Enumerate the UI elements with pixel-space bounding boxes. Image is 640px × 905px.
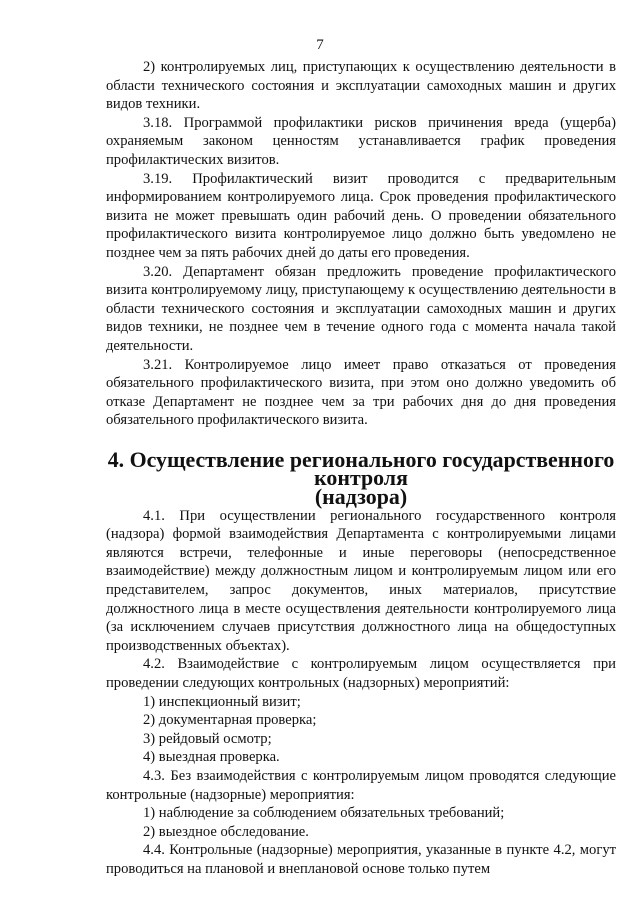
list-item: 2) выездное обследование. — [143, 823, 309, 840]
paragraph-3-18: 3.18. Программой профилактики рисков причинения вреда (ущерба) охраняемым законом ценностям устанавливается график проведения профилактических визитов. — [106, 114, 616, 168]
paragraph-3-17-item-2: 2) контролируемых лиц, приступающих к осуществлению деятельности в области технического состояния и эксплуатации самоходных машин и других видов техники. — [106, 59, 616, 113]
list-item: 1) наблюдение за соблюдением обязательных требований; — [143, 805, 505, 822]
paragraph-4-4: 4.4. Контрольные (надзорные) мероприятия, указанные в пункте 4.2, могут проводиться на плановой и внеплановой основе только путем — [106, 842, 616, 877]
paragraph-3-19: 3.19. Профилактический визит проводится с предварительным информированием контролируемого лица. Срок проведения профилактического визита не может превышать один рабочий день. О проведении обязательного профилактического визита контролируемое лицо должно быть уведомлено не позднее чем за пять рабочих дней до даты его проведения. — [106, 170, 616, 261]
list-item: 2) документарная проверка; — [143, 712, 317, 729]
paragraph-4-1: 4.1. При осуществлении регионального государственного контроля (надзора) формой взаимодействия Департамента с контролируемыми лицами являются встречи, телефонные и иные переговоры (непосредственное взаимодействие) между должностным лицом и контролируемым лицом или его представителем, запрос документов, иных материалов, присутствие должностного лица в месте осуществления деятельности контролируемого лица (за исключением случаев присутствия должностного лица на общедоступных производственных объектах). — [106, 507, 616, 654]
list-4-2 — [106, 693, 616, 767]
paragraph-4-3: 4.3. Без взаимодействия с контролируемым лицом проводятся следующие контрольные (надзорные) мероприятия: — [106, 767, 616, 803]
list-4-3 — [106, 804, 616, 841]
section-4-heading-line-2: (надзора) — [314, 484, 408, 510]
page-number: 7 — [316, 37, 324, 53]
section-4-heading — [106, 446, 616, 510]
paragraph-3-20: 3.20. Департамент обязан предложить проведение профилактического визита контролируемому лицу, приступающему к осуществлению деятельности в области технического состояния и эксплуатации самоходных машин и других видов техники, не позднее чем в течение одного года с момента начала такой деятельности. — [106, 263, 616, 354]
paragraph-4-2: 4.2. Взаимодействие с контролируемым лицом осуществляется при проведении следующих контрольных (надзорных) мероприятий: — [106, 656, 616, 691]
document-body — [106, 58, 616, 879]
section-4-heading-line-1: 4. Осуществление регионального государственного контроля — [107, 446, 615, 491]
paragraph-3-21: 3.21. Контролируемое лицо имеет право отказаться от проведения обязательного профилактического визита, при этом оно должно уведомить об отказе Департамент не позднее чем за три рабочих дня до дня проведения обязательного профилактического визита. — [106, 356, 616, 429]
list-item: 3) рейдовый осмотр; — [143, 730, 272, 747]
list-item: 1) инспекционный визит; — [143, 693, 301, 710]
list-item: 4) выездная проверка. — [143, 749, 280, 766]
